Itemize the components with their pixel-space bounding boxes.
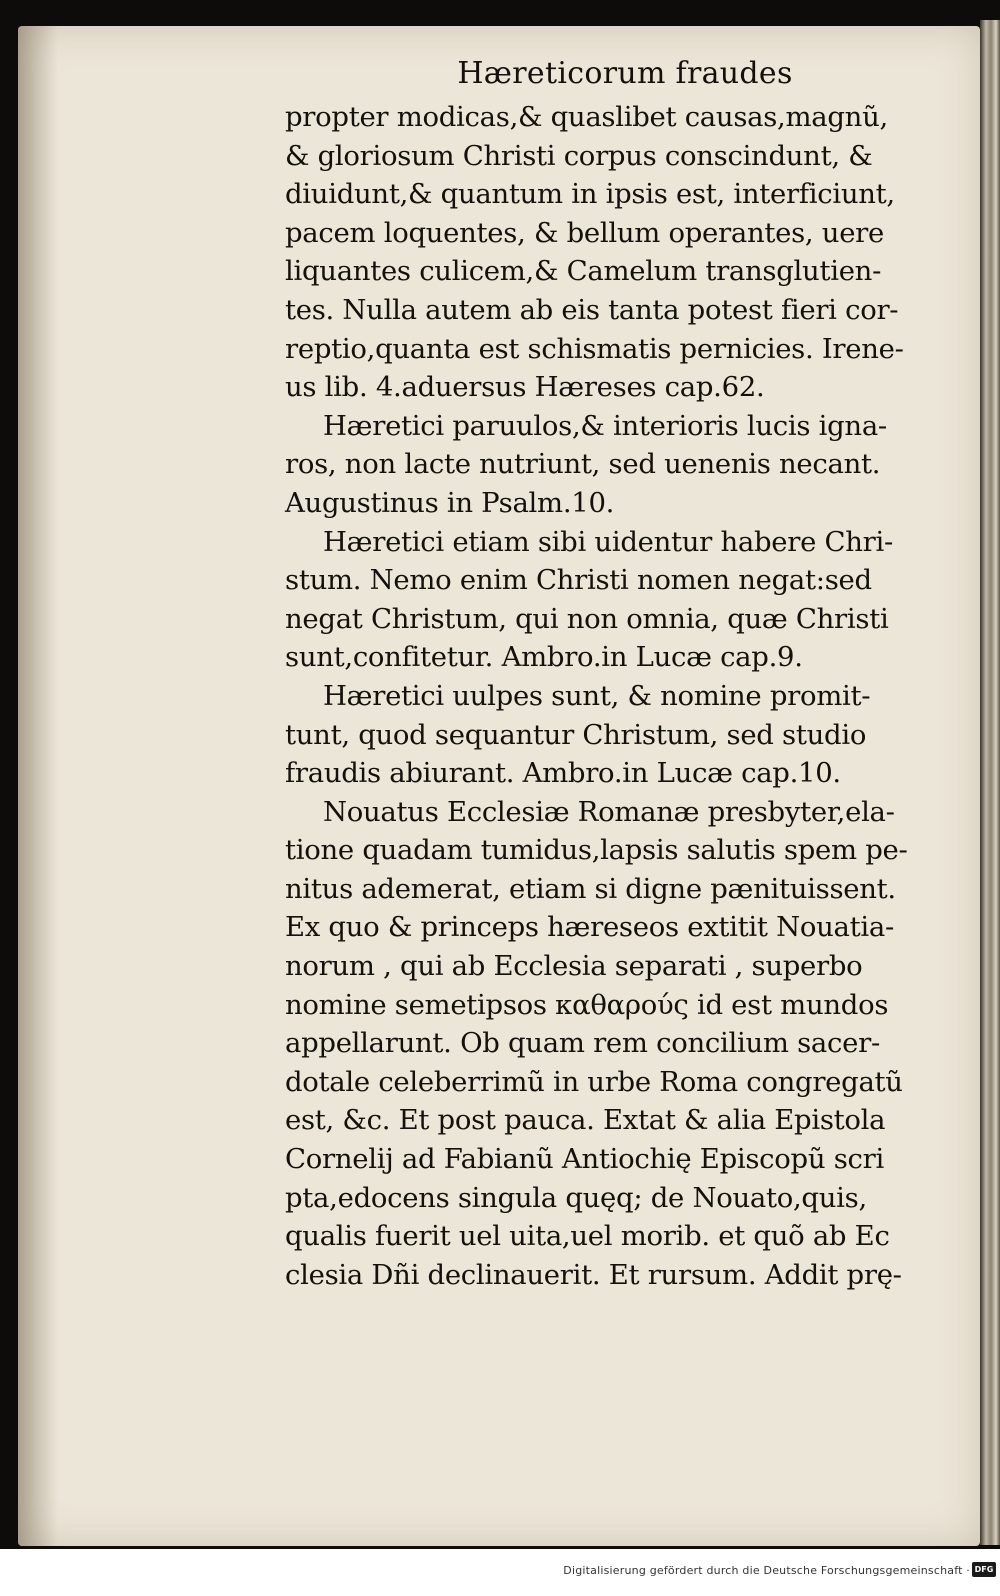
text-line: tes. Nulla autem ab eis tanta potest fieri cor-	[285, 293, 899, 326]
text-block	[285, 54, 955, 1294]
text-line: clesia Dñi declinauerit. Et rursum. Addit prę-	[285, 1258, 902, 1291]
text-line: sunt,confitetur. Ambro.in Lucæ cap.9.	[285, 641, 803, 674]
text-line: est, &c. Et post pauca. Extat & alia Epistola	[285, 1104, 886, 1137]
text-line: qualis fuerit uel uita,uel morib. et quõ ab Ec	[285, 1220, 890, 1253]
text-line: appellarunt. Ob quam rem concilium sacer-	[285, 1027, 880, 1060]
text-line: Hæretici paruulos,& interioris lucis igna-	[323, 409, 887, 442]
text-line: tunt, quod sequantur Christum, sed studio	[285, 718, 867, 751]
text-line: propter modicas,& quaslibet causas,magnũ,	[285, 101, 888, 133]
text-line: Nouatus Ecclesiæ Romanæ presbyter,ela-	[323, 795, 895, 828]
text-line: reptio,quanta est schismatis pernicies. Irene-	[285, 332, 904, 365]
footer-credit: Digitalisierung gefördert durch die Deutsche Forschungsgemeinschaft ·	[563, 1564, 970, 1577]
text-line: norum , qui ab Ecclesia separati , superbo	[285, 950, 863, 983]
book-edge	[980, 20, 1000, 1545]
text-line: Cornelij ad Fabianũ Antiochię Episcopũ scri	[285, 1143, 884, 1176]
text-line: Augustinus in Psalm.10.	[285, 486, 615, 519]
text-line: liquantes culicem,& Camelum transglutien-	[285, 255, 882, 288]
gutter-shadow	[18, 26, 58, 1546]
text-line: Hæretici etiam sibi uidentur habere Chri-	[323, 525, 893, 558]
text-line: Ex quo & princeps hæreseos extitit Nouatia-	[285, 911, 894, 944]
body-text	[285, 98, 955, 1294]
text-line: stum. Nemo enim Christi nomen negat:sed	[285, 564, 872, 597]
footer-bar	[0, 1549, 1000, 1596]
text-line: Hæretici uulpes sunt, & nomine promit-	[323, 679, 871, 712]
dfg-logo: DFG	[972, 1562, 996, 1577]
text-line: nomine semetipsos καθαρούς id est mundos	[285, 988, 889, 1021]
text-line: diuidunt,& quantum in ipsis est, interficiunt,	[285, 178, 895, 211]
text-line: tione quadam tumidus,lapsis salutis spem pe-	[285, 834, 908, 867]
text-line: negat Christum, qui non omnia, quæ Christi	[285, 602, 889, 635]
text-line: us lib. 4.aduersus Hæreses cap.62.	[285, 371, 765, 404]
text-line: nitus ademerat, etiam si digne pænituissent.	[285, 872, 896, 905]
text-line: ros, non lacte nutriunt, sed uenenis necant.	[285, 448, 881, 481]
text-line: dotale celeberrimũ in urbe Roma congregatũ	[285, 1065, 903, 1098]
text-line: & gloriosum Christi corpus conscindunt, &	[285, 139, 873, 172]
text-line: pta,edocens singula quęq; de Nouato,quis,	[285, 1181, 867, 1214]
text-line: fraudis abiurant. Ambro.in Lucæ cap.10.	[285, 757, 841, 790]
running-head: Hæreticorum fraudes	[457, 56, 793, 91]
text-line: pacem loquentes, & bellum operantes, uere	[285, 216, 884, 249]
